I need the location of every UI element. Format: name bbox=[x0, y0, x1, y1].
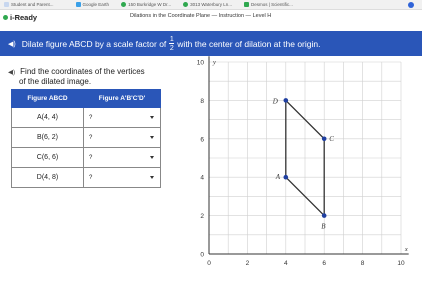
vertex-c-dropdown[interactable]: ? bbox=[84, 148, 161, 168]
app-header bbox=[0, 11, 422, 23]
vertex-point-a bbox=[284, 175, 289, 180]
y-tick-label: 6 bbox=[200, 136, 204, 144]
vertex-b-dropdown[interactable]: ? bbox=[84, 128, 161, 148]
prompt-banner bbox=[0, 31, 422, 56]
iready-logo[interactable]: i-Ready bbox=[3, 13, 37, 22]
y-tick-label: 2 bbox=[200, 213, 204, 221]
vertex-c-original: C(6, 6) bbox=[12, 148, 84, 168]
bookmarks-bar bbox=[0, 0, 422, 10]
fraction-denominator: 2 bbox=[169, 44, 174, 52]
table-row bbox=[12, 108, 161, 128]
vertex-point-b bbox=[322, 213, 327, 218]
y-tick-label: 0 bbox=[200, 251, 204, 259]
vertex-label-d: D bbox=[272, 97, 278, 106]
y-tick-label: 8 bbox=[200, 97, 204, 105]
coordinates-table bbox=[11, 89, 161, 188]
prompt-text-before: Dilate figure ABCD by a scale factor of bbox=[21, 38, 167, 49]
table-row bbox=[12, 128, 161, 148]
extension-icon[interactable] bbox=[408, 2, 414, 8]
y-tick-label: 4 bbox=[200, 174, 204, 182]
chevron-down-icon bbox=[150, 176, 154, 179]
bookmark-desmos[interactable]: Desmos | Scientific... bbox=[244, 2, 293, 7]
task-instruction bbox=[8, 67, 145, 86]
breadcrumb: Dilations in the Coordinate Plane — Instruction — Level H bbox=[130, 13, 272, 19]
chevron-down-icon bbox=[150, 116, 154, 119]
vertex-point-d bbox=[284, 98, 289, 103]
map-pin-icon bbox=[183, 2, 188, 7]
chevron-down-icon bbox=[150, 156, 154, 159]
speaker-icon[interactable]: ◀) bbox=[8, 69, 16, 76]
vertex-label-b: B bbox=[321, 222, 326, 231]
logo-dot-icon bbox=[3, 15, 8, 20]
coordinate-graph bbox=[193, 59, 419, 300]
fraction-numerator: 1 bbox=[169, 35, 174, 43]
table-row bbox=[12, 148, 161, 168]
bookmark-google-earth[interactable]: Google Earth bbox=[76, 2, 110, 7]
bookmark-student-parent[interactable]: Student and Parent... bbox=[4, 2, 54, 7]
y-tick-label: 10 bbox=[196, 59, 204, 67]
vertex-a-dropdown[interactable]: ? bbox=[84, 108, 161, 128]
globe-icon bbox=[76, 2, 81, 7]
x-tick-label: 0 bbox=[207, 260, 211, 267]
chevron-down-icon bbox=[150, 136, 154, 139]
x-axis-label: x bbox=[404, 246, 408, 253]
scale-factor-fraction bbox=[169, 36, 174, 52]
task-line-1: Find the coordinates of the vertices bbox=[20, 67, 145, 76]
vertex-d-dropdown[interactable]: ? bbox=[84, 168, 161, 188]
vertex-d-original: D(4, 8) bbox=[12, 168, 84, 188]
graph-axes bbox=[209, 56, 409, 254]
bookmark-burkridge[interactable]: 150 Burkridge W Dr... bbox=[121, 2, 171, 7]
x-tick-label: 10 bbox=[397, 260, 405, 267]
vertex-label-a: A bbox=[275, 173, 281, 182]
vertex-point-c bbox=[322, 137, 327, 142]
y-axis-label: y bbox=[213, 59, 216, 66]
vertex-b-original: B(6, 2) bbox=[12, 128, 84, 148]
map-pin-icon bbox=[121, 2, 126, 7]
task-line-2: of the dilated image. bbox=[19, 77, 92, 86]
desmos-icon bbox=[244, 2, 249, 7]
header-dilated: Figure A'B'C'D' bbox=[84, 90, 161, 108]
bookmark-icon bbox=[4, 2, 9, 7]
table-row bbox=[12, 168, 161, 188]
x-tick-label: 2 bbox=[245, 260, 250, 267]
header-original: Figure ABCD bbox=[12, 90, 84, 108]
x-tick-label: 8 bbox=[360, 260, 365, 267]
vertex-a-original: A(4, 4) bbox=[12, 108, 84, 128]
bookmark-waterbury[interactable]: 3013 Waterbury Ln... bbox=[183, 2, 232, 7]
figure-abcd bbox=[272, 97, 334, 230]
graph-grid bbox=[209, 62, 401, 254]
vertex-label-c: C bbox=[329, 134, 334, 143]
prompt-text-after: with the center of dilation at the origin. bbox=[177, 38, 321, 49]
speaker-icon[interactable]: ◀) bbox=[8, 40, 16, 48]
x-tick-label: 4 bbox=[283, 260, 288, 267]
x-tick-label: 6 bbox=[322, 260, 327, 267]
